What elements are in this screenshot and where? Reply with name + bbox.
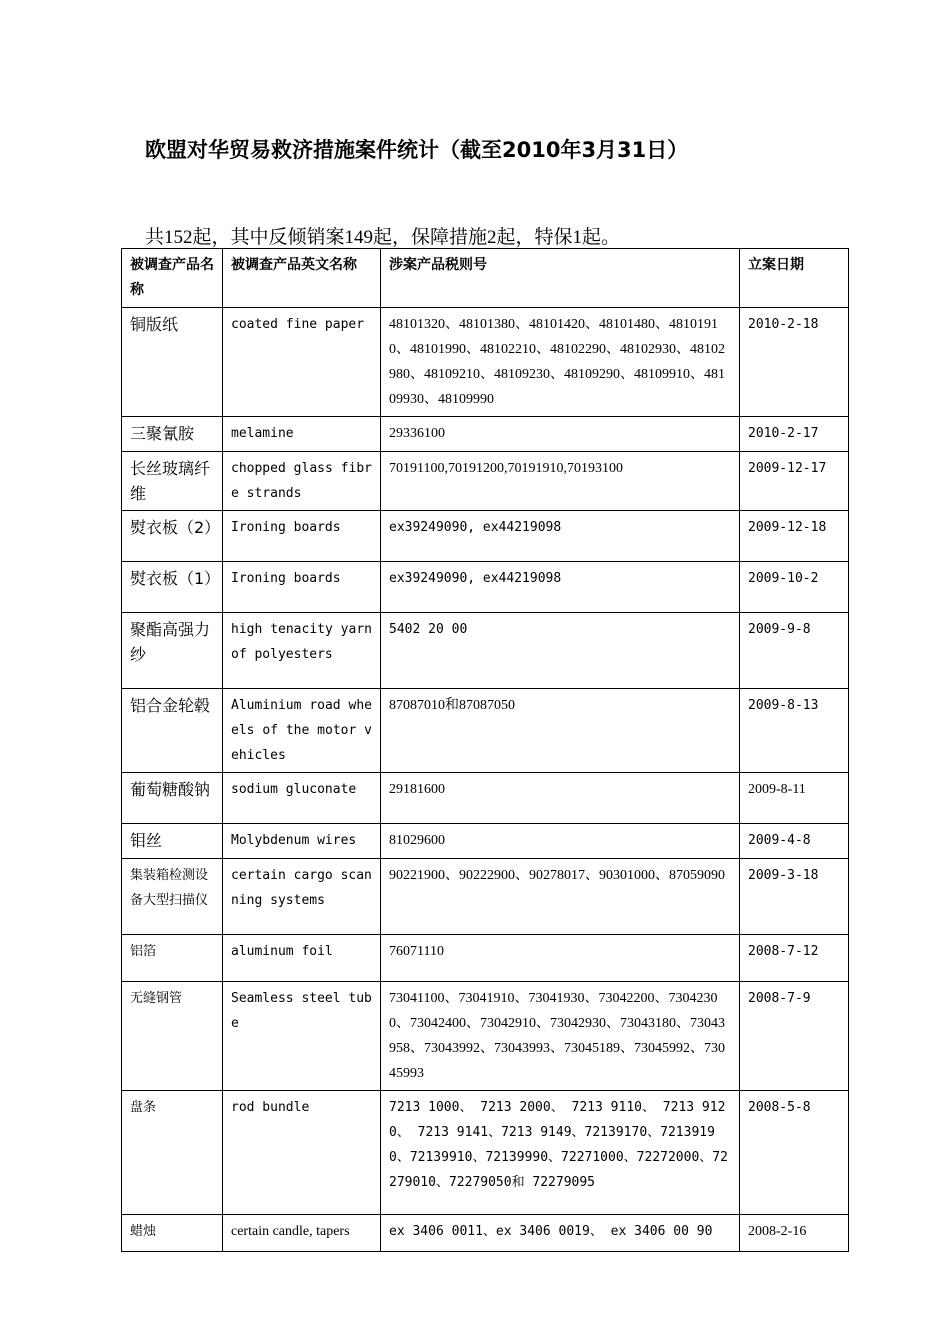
product-cn: 三聚氰胺 — [122, 417, 223, 452]
filing-date: 2009-8-11 — [740, 773, 849, 824]
tariff-codes: 81029600 — [381, 824, 740, 859]
table-row — [122, 859, 849, 935]
product-en: certain cargo scanning systems — [223, 859, 381, 935]
tariff-codes: ex39249090, ex44219098 — [381, 562, 740, 613]
filing-date: 2009-4-8 — [740, 824, 849, 859]
product-cn: 聚酯高强力纱 — [122, 613, 223, 689]
tariff-codes: 87087010和87087050 — [381, 689, 740, 773]
header-product-cn: 被调查产品名称 — [122, 249, 223, 308]
filing-date: 2008-7-9 — [740, 982, 849, 1091]
product-cn: 盘条 — [122, 1091, 223, 1215]
table-row — [122, 417, 849, 452]
product-en: Molybdenum wires — [223, 824, 381, 859]
table-row — [122, 452, 849, 511]
product-en: sodium gluconate — [223, 773, 381, 824]
filing-date: 2008-5-8 — [740, 1091, 849, 1215]
product-en: Ironing boards — [223, 562, 381, 613]
product-en: melamine — [223, 417, 381, 452]
tariff-codes: 73041100、73041910、73041930、73042200、73042300、73042400、73042910、73042930、73043180、73043958、73043992、73043993、73045189、73045992、73045993 — [381, 982, 740, 1091]
table-row — [122, 308, 849, 417]
tariff-codes: 76071110 — [381, 935, 740, 982]
tariff-codes: 70191100,70191200,70191910,70193100 — [381, 452, 740, 511]
header-filing-date: 立案日期 — [740, 249, 849, 308]
product-cn: 铜版纸 — [122, 308, 223, 417]
filing-date: 2009-12-18 — [740, 511, 849, 562]
table-row — [122, 982, 849, 1091]
product-en: high tenacity yarn of polyesters — [223, 613, 381, 689]
product-cn: 熨衣板（1） — [122, 562, 223, 613]
table-row — [122, 613, 849, 689]
product-cn: 蜡烛 — [122, 1215, 223, 1252]
cases-table — [121, 248, 849, 1252]
product-en: coated fine paper — [223, 308, 381, 417]
tariff-codes: 48101320、48101380、48101420、48101480、48101910、48101990、48102210、48102290、48102930、48102980、48109210、48109230、48109290、48109910、48109930、48109990 — [381, 308, 740, 417]
tariff-codes: 29336100 — [381, 417, 740, 452]
table-row — [122, 1091, 849, 1215]
header-product-en: 被调查产品英文名称 — [223, 249, 381, 308]
product-cn: 长丝玻璃纤维 — [122, 452, 223, 511]
table-row — [122, 824, 849, 859]
table-row — [122, 773, 849, 824]
filing-date: 2009-9-8 — [740, 613, 849, 689]
tariff-codes: 90221900、90222900、90278017、90301000、87059090 — [381, 859, 740, 935]
filing-date: 2009-3-18 — [740, 859, 849, 935]
product-en: certain candle, tapers — [223, 1215, 381, 1252]
page-title: 欧盟对华贸易救济措施案件统计（截至2010年3月31日） — [145, 138, 689, 162]
product-en: Seamless steel tube — [223, 982, 381, 1091]
product-cn: 集装箱检测设备大型扫描仪 — [122, 859, 223, 935]
product-en: rod bundle — [223, 1091, 381, 1215]
product-en: chopped glass fibre strands — [223, 452, 381, 511]
filing-date: 2010-2-18 — [740, 308, 849, 417]
filing-date: 2009-12-17 — [740, 452, 849, 511]
table-header-row — [122, 249, 849, 308]
product-cn: 无缝钢管 — [122, 982, 223, 1091]
product-cn: 钼丝 — [122, 824, 223, 859]
product-en: Aluminium road wheels of the motor vehicles — [223, 689, 381, 773]
filing-date: 2008-7-12 — [740, 935, 849, 982]
filing-date: 2009-10-2 — [740, 562, 849, 613]
tariff-codes: ex39249090, ex44219098 — [381, 511, 740, 562]
header-tariff-codes: 涉案产品税则号 — [381, 249, 740, 308]
table-row — [122, 562, 849, 613]
tariff-codes: 29181600 — [381, 773, 740, 824]
product-cn: 铝合金轮毂 — [122, 689, 223, 773]
filing-date: 2008-2-16 — [740, 1215, 849, 1252]
product-cn: 葡萄糖酸钠 — [122, 773, 223, 824]
table-row — [122, 511, 849, 562]
tariff-codes: 5402 20 00 — [381, 613, 740, 689]
tariff-codes: 7213 1000、 7213 2000、 7213 9110、 7213 9120、 7213 9141、7213 9149、72139170、72139190、72139910、72139990、72271000、72272000、72279010、72279050和 72279095 — [381, 1091, 740, 1215]
case-summary: 共152起，其中反倾销案149起，保障措施2起，特保1起。 — [145, 227, 621, 248]
filing-date: 2010-2-17 — [740, 417, 849, 452]
product-en: aluminum foil — [223, 935, 381, 982]
product-cn: 熨衣板（2） — [122, 511, 223, 562]
table-row — [122, 689, 849, 773]
tariff-codes: ex 3406 0011、ex 3406 0019、 ex 3406 00 90 — [381, 1215, 740, 1252]
filing-date: 2009-8-13 — [740, 689, 849, 773]
table-row — [122, 1215, 849, 1252]
table-row — [122, 935, 849, 982]
product-cn: 铝箔 — [122, 935, 223, 982]
product-en: Ironing boards — [223, 511, 381, 562]
